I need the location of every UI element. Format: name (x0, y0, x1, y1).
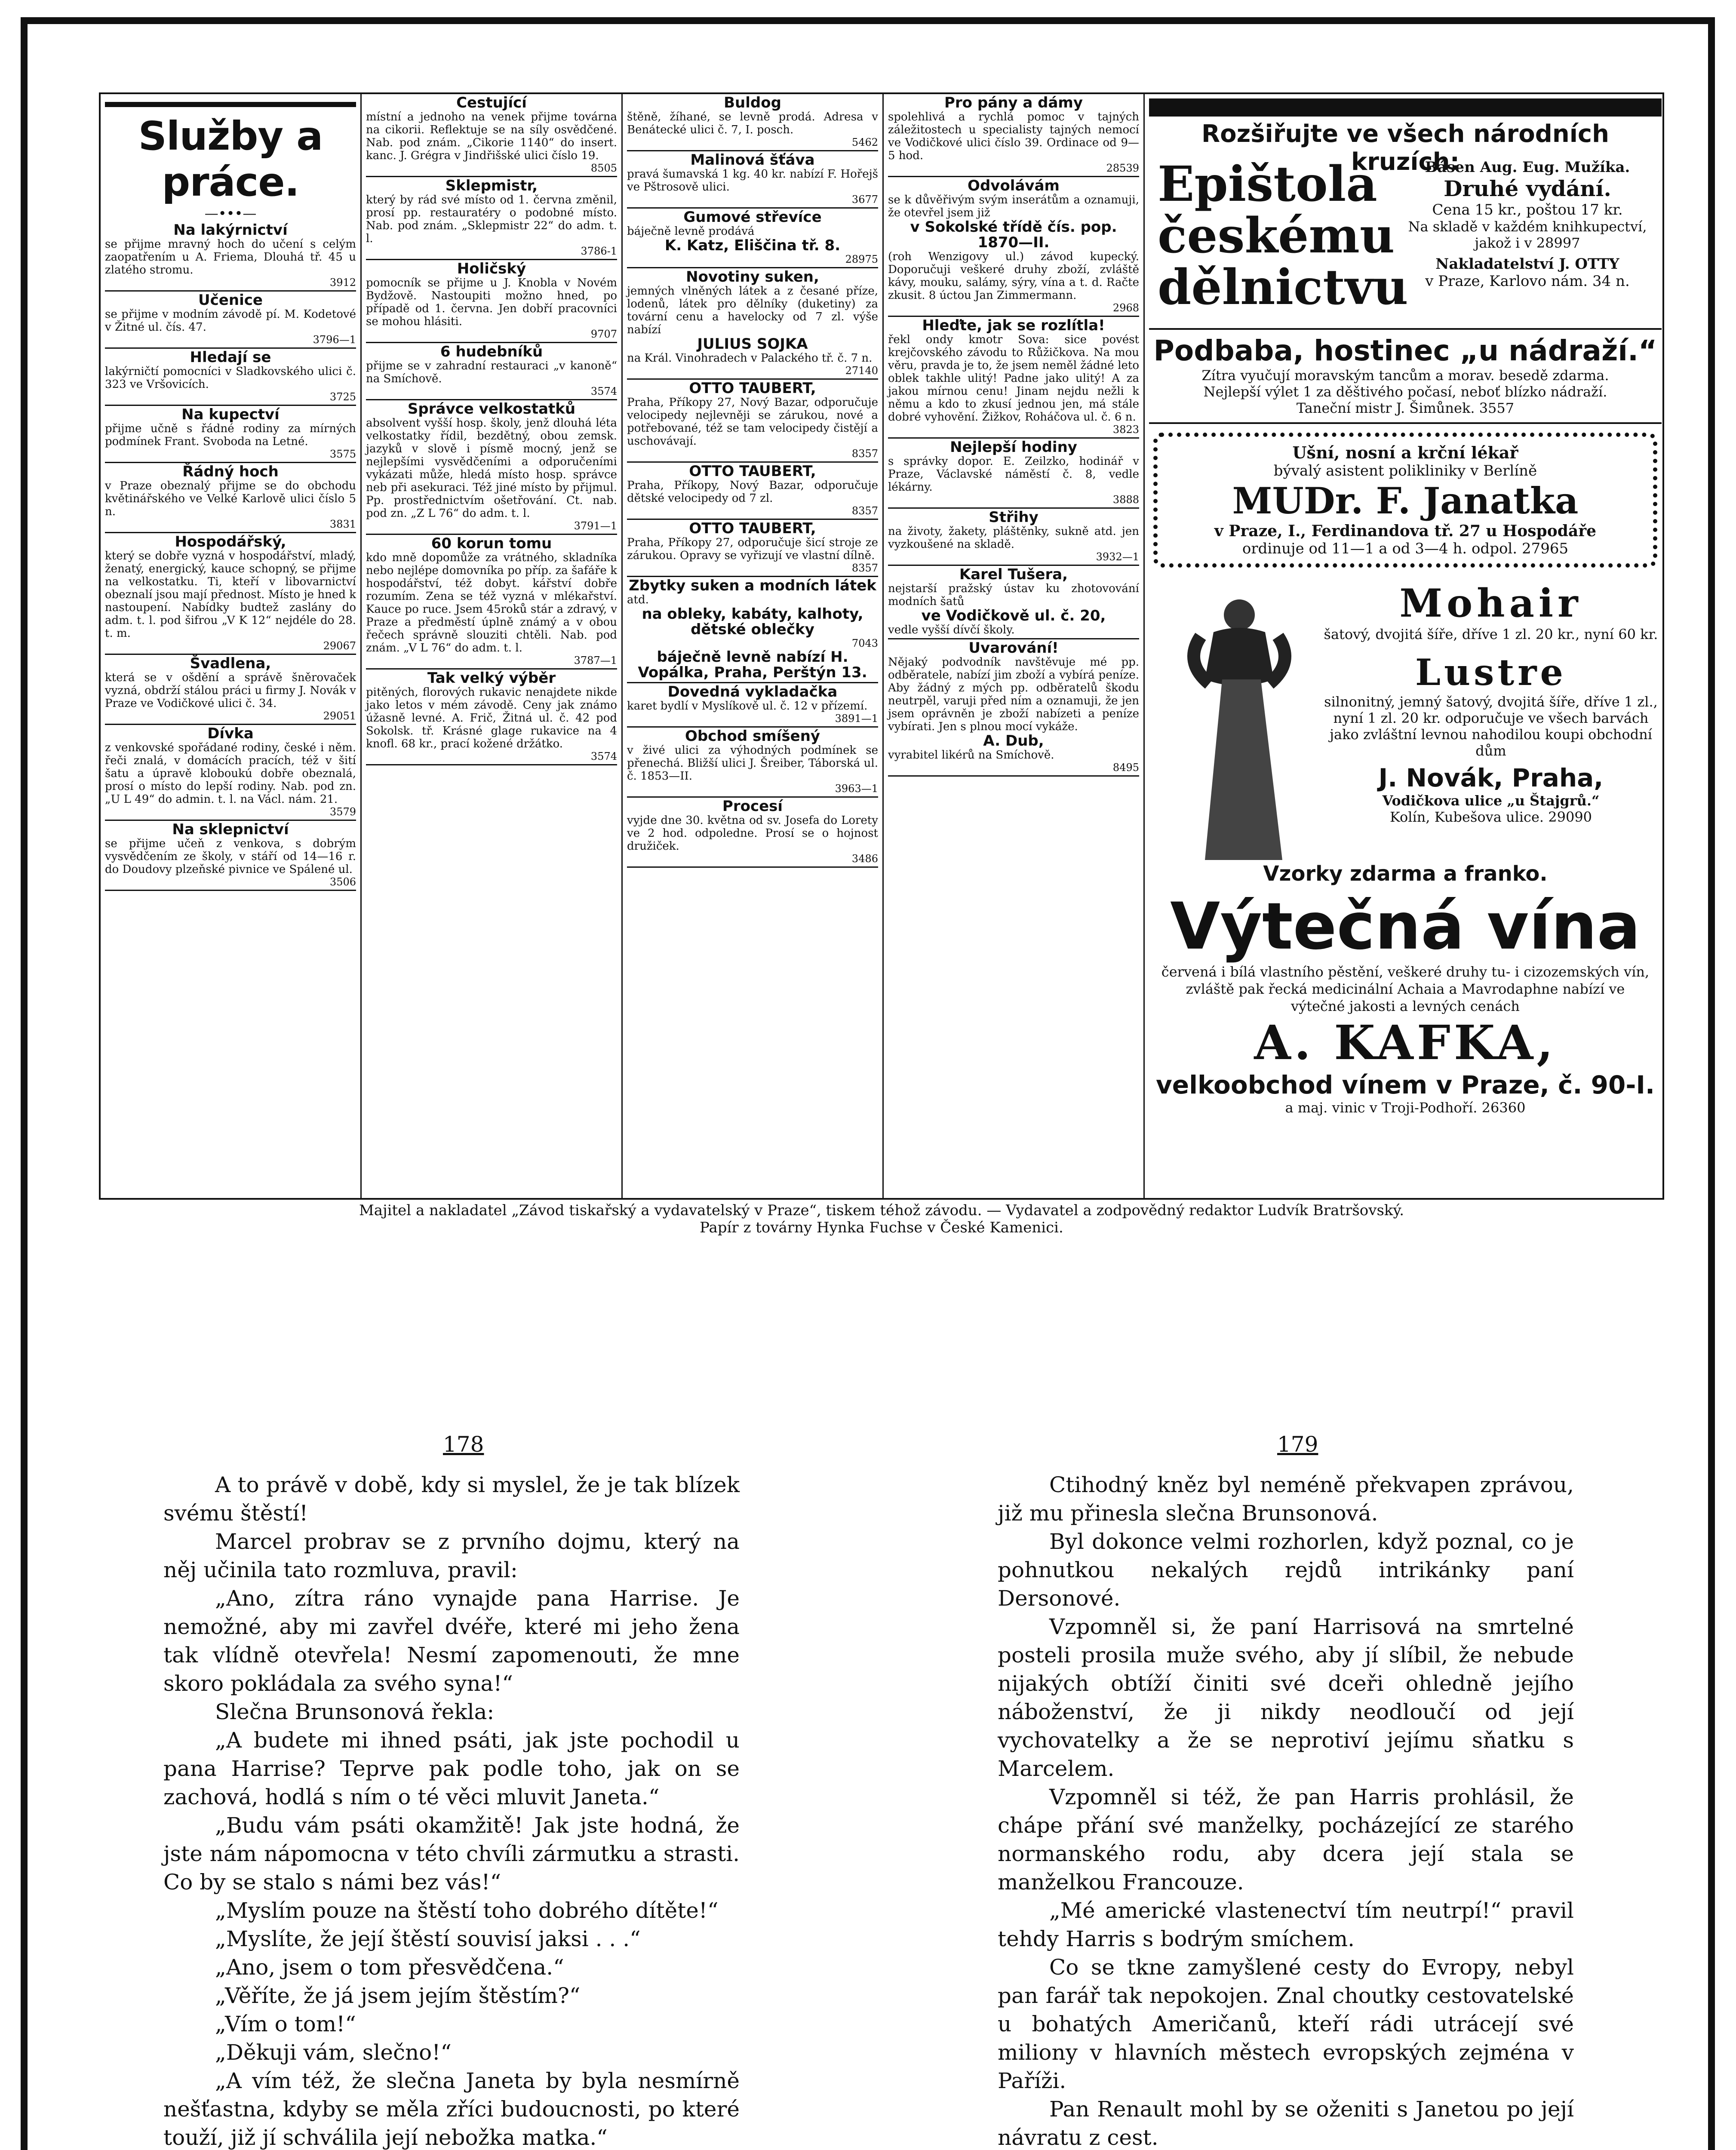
novak-address: Vodičkova ulice „u Štajgrů.“ (1382, 792, 1600, 809)
kafka-text: a maj. vinic v Troji-Podhoří. (1285, 1100, 1478, 1116)
ad-subheading: JULIUS SOJKA (697, 335, 808, 353)
ad-number: 3725 (329, 391, 356, 403)
ad-list (888, 94, 1139, 777)
ad-list (627, 94, 878, 868)
paragraph: Vzpomněl si, že paní Harrisová na smrtelné posteli prosila muže svého, aby jí slíbil, že nebude nijakých obtíží činiti své dceři ohledně jejího náboženství, že ji nikdy neodloučí od její vychovatelky a že se neprotiví jejímu sňatku s Marcelem. (998, 1614, 1574, 1781)
ad-heading: Cestující (456, 94, 527, 111)
ad-text: pomocník se přijme u J. Knobla v Novém Bydžově. Nastoupiti možno hned, po případě od 1. června. Jen dobří pracovníci se mohou hlásiti. (366, 276, 617, 328)
epistola-details (1390, 159, 1664, 290)
ad-text: vyrabitel likérů na Smíchově. (888, 749, 1054, 762)
epistola-publisher: Nakladatelství J. OTTY (1435, 255, 1619, 273)
ad-text: pitěných, florových rukavic nenajdete nikde jako letos v mém závodě. Ceny jak známo úžasně levné. A. Frič, Žitná ul. č. 42 pod Sokolsk. tř. Krásné glage rukavice na 4 knofl. 68 kr., prací kožené držátko. (366, 686, 617, 750)
janatka-line: Ušní, nosní a krční lékař (1292, 443, 1518, 462)
ad-text: v živé ulici za výhodných podmínek se přenechá. Bližší ulici J. Šreiber, Táborská ul. č. 1853—II. (627, 744, 878, 783)
epistola-author: Básen Aug. Eug. Mužíka. (1425, 159, 1630, 176)
ad-text: z venkovské spořádané rodiny, české i něm. řeči znalá, v domácích pracích, též v šití šatu a úpravě kloboukú dobře obeznalá, prosí o místo do lepší rodiny. Nab. pod zn. „U L 49“ do admin. t. l. na Václ. nám. 21. (105, 741, 356, 806)
ad-heading: OTTO TAUBERT, (689, 380, 816, 397)
classified-ad (105, 349, 356, 406)
ad-heading: Novotiny suken, (686, 268, 819, 286)
classified-ad (888, 439, 1139, 509)
ad-number: 28975 (845, 253, 878, 265)
paragraph: „Myslím pouze na štěstí toho dobrého dítěte!“ (215, 1898, 719, 1923)
ad-number: 29067 (323, 640, 356, 652)
ad-heading: 60 korun tomu (431, 535, 552, 552)
ad-text: Praha, Příkopy 27, Nový Bazar, odporučuje velocipedy nejlevněji se zárukou, nové a potřebované, též se tam velocipedy čistějí a uschovávají. (627, 396, 878, 448)
ad-heading: Správce velkostatků (407, 400, 576, 418)
ad-text: karet bydlí v Myslíkově ul. č. 12 v přízemí. (627, 700, 868, 713)
ad-number: 8505 (590, 162, 617, 174)
ad-number: 3786-1 (581, 245, 617, 257)
classified-ad (627, 151, 878, 209)
ad-number: 29051 (323, 710, 356, 722)
lustre-desc: silnonitný, jemný šatový, dvojitá šíře, dříve 1 zl., nyní 1 zl. 20 kr. odporučuje ve všech barvách jako zvláštní levnou nahodilou koupi obchodní dům (1324, 694, 1658, 759)
classified-ad (105, 221, 356, 292)
classified-ad (627, 520, 878, 577)
kafka-title: Výtečná vína (1170, 889, 1641, 964)
ad-text: který by rád své místo od 1. června změnil, prosí pp. restauratéry o podobné místo. Nab. pod znám. „Sklepmistr 22“ do adm. t. l. (366, 194, 617, 245)
janatka-name: MUDr. F. Janatka (1232, 479, 1579, 522)
classified-ad (627, 463, 878, 520)
classified-ad (366, 400, 617, 535)
ad-text: (roh Wenzigovy ul.) závod kupecký. Doporučuji veškeré druhy zboží, zvláště kávy, mouku, salámy, sýry, vína a t. d. Račte zkusit. 8 úctou Jan Zimmermann. (888, 250, 1139, 302)
podbaba-title: Podbaba, hostinec „u nádraží.“ (1153, 334, 1657, 367)
ad-number: 26360 (1481, 1100, 1526, 1116)
classified-ad (627, 798, 878, 868)
page-179-text (998, 1471, 1574, 2150)
ad-text: která se v ošdění a správě šněrovaček vyzná, obdrží stálou práci u firmy J. Novák v Praze ve Vodičkové ulici č. 34. (105, 671, 356, 710)
ad-heading: Sklepmistr, (445, 177, 538, 194)
ad-text: se přijme učeň z venkova, s dobrým vysvědčením ze školy, v stáří od 14—16 r. do Doudovy plzeňské pivnice ve Spálené ul. (105, 837, 356, 876)
classified-ad (366, 670, 617, 765)
classified-ad (366, 94, 617, 177)
ad-heading: OTTO TAUBERT, (689, 520, 816, 537)
ad-heading: Procesí (722, 798, 783, 815)
podbaba-line: Nejlepší výlet 1 za děštivého počasí, neboť blízko nádraží. (1203, 384, 1607, 400)
ad-heading: 6 hudebníků (440, 343, 543, 360)
ad-heading: Gumové střevíce (683, 209, 822, 226)
ad-number: 3791—1 (574, 520, 617, 532)
ad-number: 3506 (329, 876, 356, 888)
ad-heading: Karel Tušera, (959, 566, 1068, 583)
ad-heading: Tak velký výběr (427, 670, 556, 687)
classified-ad (105, 725, 356, 821)
ad-number: 3888 (1112, 494, 1139, 506)
ad-heading: Hledají se (190, 349, 271, 366)
ad-heading: Odvolávám (968, 177, 1060, 194)
mohair-text (1321, 580, 1661, 825)
classified-ad (627, 728, 878, 798)
ad-heading: Na kupectví (181, 406, 280, 423)
ad-number: 3963—1 (835, 783, 878, 795)
ad-heading: Švadlena, (190, 655, 271, 672)
kafka-name: A. KAFKA, (1254, 1015, 1557, 1070)
epistola-address: v Praze, Karlovo nám. 34 n. (1425, 273, 1630, 290)
ad-subheading: ve Vodičkově ul. č. 20, (921, 607, 1106, 624)
ad-heading: Střihy (989, 509, 1039, 526)
stock-text: Na skladě v každém knihkupectví, jakož i v (1408, 218, 1647, 251)
column-5 (1145, 94, 1664, 1198)
classified-ad (627, 683, 878, 728)
ornament: —•••— (204, 205, 257, 221)
ad-text: Nějaký podvodník navštěvuje mé pp. odběratele, nabízí jim zboží a vybírá peníze. Aby žádný z mých pp. odběratelů škodu neutrpěl, varuji před ním a oznamuji, že jen jsem oprávněn je zboží nabízeti a peníze vybírati. Jen s plnou mocí vykáže. (888, 656, 1139, 733)
ad-number: 3796—1 (313, 334, 356, 346)
paragraph: Slečna Brunsonová řekla: (215, 1699, 495, 1724)
ad-number: 3831 (329, 518, 356, 530)
imprint-line: Papír z továrny Hynka Fuchse v České Kamenici. (700, 1219, 1063, 1236)
paragraph: „Ano, zítra ráno vynajde pana Harrise. Je nemožné, aby mi zavřel dvéře, které mi jeho žena tak vlídně otevřela! Nesmí zapomenouti, že mne skoro pokládala za svého syna!“ (163, 1586, 740, 1696)
classified-ad (888, 177, 1139, 317)
ad-number: 8357 (851, 505, 878, 517)
paragraph: „Ano, jsem o tom přesvědčena.“ (215, 1955, 564, 1980)
epistola-title (1158, 156, 1408, 316)
paragraph: A to právě v době, kdy si myslel, že je tak blízek svému štěstí! (163, 1472, 740, 1526)
ad-number: 29090 (1548, 809, 1592, 825)
ad-number: 2968 (1112, 302, 1139, 314)
divider (1149, 422, 1662, 424)
paragraph: „Myslíte, že její štěstí souvisí jaksi . . .“ (215, 1926, 641, 1951)
ad-number: 3574 (590, 385, 617, 397)
paragraph: Co se tkne zamyšlené cesty do Evropy, nebyl pan farář tak nepokojen. Znal choutky cestovatelské u bohatých Američanů, kteří rádi utrácejí své miliony v hlavních městech evropských zejména v Paříži. (998, 1955, 1574, 2093)
ad-number: 7043 (851, 637, 878, 649)
ad-heading: Holičský (457, 260, 526, 277)
epistola-ad (1149, 120, 1662, 326)
epistola-stock (1390, 218, 1664, 251)
classified-ad (627, 209, 878, 268)
ad-heading: Hleďte, jak se rozlítla! (922, 317, 1105, 334)
paragraph: Vzpomněl si též, že pan Harris prohlásil, že chápe přání své manželky, pocházející ze starého normanského rodu, aby dcera její stala se manželkou Francouze. (998, 1784, 1574, 1895)
ad-text: vedle vyšší dívčí školy. (888, 624, 1015, 636)
ad-number: 3579 (329, 806, 356, 818)
ad-text: s správky dopor. E. Zeilzko, hodinář v Praze, Václavské náměstí č. 8, vedle lékárny. (888, 455, 1139, 494)
ad-number: 3575 (329, 448, 356, 460)
woman-illustration (1158, 585, 1321, 869)
podbaba-line (1149, 400, 1662, 416)
classified-ad (627, 268, 878, 380)
novak-address2 (1321, 809, 1661, 825)
section-title: Služby a práce. (138, 113, 323, 205)
ad-number: 3486 (851, 853, 878, 865)
ad-text: přijme učně s řádné rodiny za mírných podmínek Frant. Svoboda na Letné. (105, 422, 356, 448)
ad-number: 3574 (590, 750, 617, 762)
mohair-desc: šatový, dvojitá šíře, dříve 1 zl. 20 kr., nyní 60 kr. (1324, 626, 1658, 642)
ad-number: 28539 (1106, 162, 1139, 174)
epistola-edition: Druhé vydání. (1444, 176, 1611, 201)
ad-text: lakýrničtí pomocníci v Sladkovského ulici č. 323 ve Vršovicích. (105, 365, 356, 391)
ad-text: se přijme mravný hoch do učení s celým zaopatřením u A. Friema, Dlouhá tř. 45 u zlatého stromu. (105, 238, 356, 276)
janatka-line (1164, 540, 1647, 557)
paragraph: Byl dokonce velmi rozhorlen, když poznal, co je pohnutkou nekalých rejdů intrikánky paní Dersonové. (998, 1529, 1574, 1611)
kafka-ad (1149, 886, 1662, 1116)
ad-text: na životy, žakety, pláštěnky, sukně atd. jen vyzkoušené na skladě. (888, 525, 1139, 551)
ad-heading: Malinová šťáva (690, 151, 815, 169)
ad-heading: Dívka (207, 725, 254, 742)
ad-heading: Hospodářský, (175, 533, 286, 550)
ad-heading: Pro pány a dámy (944, 94, 1083, 111)
classified-ad (627, 380, 878, 463)
paragraph: „Věříte, že já jsem jejím štěstím?“ (215, 1983, 581, 2008)
classified-ad (366, 343, 617, 400)
page-number: 179 (1277, 1432, 1318, 1457)
ad-subheading: K. Katz, Eliščina tř. 8. (664, 237, 841, 254)
ad-subheading: báječně levně nabízí H. Vopálka, Praha, Perštýn 13. (638, 648, 867, 681)
ad-subheading: na obleky, kabáty, kalhoty, dětské oblečky (642, 605, 863, 638)
ad-number: 3557 (1479, 400, 1515, 416)
podbaba-text: Taneční mistr J. Šimůnek. (1296, 400, 1475, 416)
ad-text: spolehlivá a rychlá pomoc v tajných záležitostech u specialisty tajných nemocí ve Vodičkové ulici číslo 39. Ordinace od 9—5 hod. (888, 111, 1139, 162)
top-rule (105, 102, 356, 107)
page-number: 178 (443, 1432, 484, 1457)
mohair-ad (1149, 576, 1662, 886)
ad-number: 3912 (329, 276, 356, 289)
samples-line: Vzorky zdarma a franko. (1263, 862, 1548, 886)
ad-number: 3932—1 (1096, 551, 1139, 563)
classified-ad (366, 535, 617, 670)
podbaba-line: Zítra vyučují moravským tancům a morav. besedě zdarma. (1201, 367, 1609, 384)
ad-heading: Zbytky suken a modních látek (629, 577, 876, 594)
ad-heading: Učenice (198, 292, 263, 309)
classified-ad (105, 463, 356, 533)
ad-text: štěně, žíhané, se levně prodá. Adresa v Benátecké ulici č. 7, I. posch. (627, 111, 878, 136)
epistola-price: Cena 15 kr., poštou 17 kr. (1432, 201, 1623, 218)
ad-number: 27140 (845, 365, 878, 377)
black-banner (1149, 98, 1662, 117)
paragraph: „Vím o tom!“ (215, 2012, 356, 2036)
ad-number: 5462 (851, 136, 878, 148)
paragraph: „Budu vám psáti okamžitě! Jak jste hodná, že jste nám nápomocna v této chvíli zármutku a strasti. Co by se stalo s námi bez vás!“ (163, 1813, 740, 1895)
janatka-text: ordinuje od 11—1 a od 3—4 h. odpol. (1242, 540, 1518, 557)
ad-text: nejstarší pražský ústav ku zhotovování modních šatů (888, 582, 1139, 608)
novak-firm: J. Novák, Praha, (1378, 763, 1604, 792)
column-4 (884, 94, 1145, 1198)
ad-number: 3823 (1112, 424, 1139, 436)
ad-number: 28997 (1536, 235, 1580, 251)
ad-heading: Uvarování! (968, 639, 1059, 657)
janatka-ad (1153, 433, 1657, 568)
janatka-line: bývalý asistent polikliniky v Berlíně (1273, 462, 1537, 479)
paragraph: „Děkuji vám, slečno!“ (215, 2040, 452, 2065)
column-sluzby (101, 94, 362, 1198)
ad-text: báječně levně prodává (627, 225, 755, 238)
epistola-title-line: českému (1158, 208, 1395, 264)
ad-number: 8357 (851, 448, 878, 460)
ad-text: se přijme v modním závodě pí. M. Kodetové v Žitné ul. čís. 47. (105, 308, 356, 334)
kafka-line: velkoobchod vínem v Praze, č. 90-I. (1156, 1070, 1655, 1100)
ad-number: 8357 (851, 562, 878, 574)
ad-text: místní a jednoho na venek přijme továrna na cikorii. Reflektuje se na síly osvědčené. Nab. pod znám. „Cikorie 1140“ do insert. kanc. J. Grégra v Jindřišské ulici číslo 19. (366, 111, 617, 162)
kafka-line (1149, 1100, 1662, 1116)
ad-number: 8495 (1112, 762, 1139, 774)
classified-ad (888, 639, 1139, 777)
podbaba-ad (1149, 330, 1662, 421)
ad-text: se k důvěřivým svým inserátům a oznamuji, že otevřel jsem již (888, 194, 1139, 219)
ad-list (366, 94, 617, 765)
epistola-top: Rozšiřujte ve všech národních kruzích: (1201, 120, 1609, 176)
addr-text: Kolín, Kubešova ulice. (1389, 809, 1544, 825)
ad-subheading: v Sokolské třídě čís. pop. 1870—II. (910, 218, 1117, 251)
ad-heading: Na sklepnictví (172, 821, 289, 838)
ad-text: absolvent vyšší hosp. školy, jenž dlouhá léta velkostatky řídil, bezdětný, obou zemsk. jazyků v slově i písmě mocný, jenž se nejlepšími vysvědčeními a odporučeními vykázati může, hledá místo hosp. správce neb při asekuraci. Též jiné místo by přijmul. Pp. prostřednictvím ošetřování. Ct. nab. pod zn. „Z L 76“ do adm. t. l. (366, 417, 617, 520)
ad-list (105, 221, 356, 891)
epistola-title-line: dělnictvu (1158, 259, 1408, 316)
classified-ad (888, 94, 1139, 177)
ad-text: který se dobře vyzná v hospodářství, mladý, ženatý, energický, kauce schopný, se přijme na velkostatku. Ti, kteří v libovarnictví obeznalí jsou mají přednost. Místo je hned k nastoupení. Nabídky budtež zaslány do adm. t. l. pod šifrou „V K 12“ nejdéle do 28. t. m. (105, 550, 356, 640)
paragraph: Ctihodný kněz byl neméně překvapen zprávou, již mu přinesla slečna Brunsonová. (998, 1472, 1574, 1526)
classified-ad (105, 655, 356, 725)
paragraph: „Mé americké vlastenectví tím neutrpí!“ pravil tehdy Harris s bodrým smíchem. (998, 1898, 1574, 1951)
ad-text: atd. (627, 593, 649, 606)
classified-ad (105, 406, 356, 463)
ad-text: Praha, Příkopy 27, odporučuje šicí stroje ze zárukou. Opravy se vyřizují ve vlastní dílně. (627, 536, 878, 562)
classified-ad (888, 509, 1139, 566)
ad-heading: Nejlepší hodiny (950, 439, 1077, 456)
ad-subheading: A. Dub, (983, 732, 1044, 749)
ad-text: kdo mně dopomůže za vrátného, skladníka nebo nejlépe domovníka po příp. za šafáře k hospodářství, též dobyt. kářství dobře rozumím. Zena se též vyzná v mlékařství. Kauce po ruce. Jsem 45roků stár a zdravý, v Praze a předměstí úplně známý a v obou řečech správně slouziti chtěli. Nab. pod znám. „V L 76“ do adm. t. l. (366, 551, 617, 654)
column-2 (362, 94, 623, 1198)
ad-number: 9707 (590, 328, 617, 340)
column-3 (623, 94, 884, 1198)
classified-ad (627, 94, 878, 151)
ad-heading: OTTO TAUBERT, (689, 463, 816, 480)
ad-number: 3891—1 (835, 713, 878, 725)
classified-ad (888, 317, 1139, 439)
ad-text: jemných vlněných látek a z česané příze, lodenů, látek pro dělníky (duketiny) za tovární cenu a havelocky od 7 zl. výše nabízí (627, 285, 878, 336)
classified-ad (105, 821, 356, 891)
classified-ad (105, 292, 356, 349)
ad-heading: Obchod smíšený (685, 728, 820, 745)
ad-text: řekl ondy kmotr Sova: sice povést krejčovského závodu to Růžičkova. Na mou věru, pravda je to, že jsem neměl žádné leto oblek takhle ulitý! Padne jako ulitý! A za jakou mírnou cenu! Jinam nejdu nežli k němu a kdo to zkusí jednou jen, má stále dobré vyhovění. Žižkov, Roháčova ul. č. 6 n. (888, 333, 1139, 424)
classified-ad (627, 577, 878, 683)
ad-text: Praha, Příkopy, Nový Bazar, odporučuje dětské velocipedy od 7 zl. (627, 479, 878, 505)
page-178-text (163, 1471, 740, 2150)
classified-ad (105, 533, 356, 655)
paragraph: „A budete mi ihned psáti, jak jste pochodil u pana Harrise? Teprve pak podle toho, jak on se zachová, hodlá s ním o té věci mluvit Janeta.“ (163, 1728, 740, 1809)
mohair-title: Mohair (1399, 580, 1582, 626)
ad-text: pravá šumavská 1 kg. 40 kr. nabízí F. Hořejš ve Pštrosově ulici. (627, 168, 878, 194)
paragraph: Pan Renault mohl by se oženiti s Janetou po její návratu z cest. (998, 2097, 1574, 2150)
janatka-line: v Praze, I., Ferdinandova tř. 27 u Hospodáře (1214, 522, 1597, 540)
classified-ad (366, 177, 617, 260)
advertisement-section (99, 92, 1664, 1200)
imprint (99, 1202, 1664, 1236)
imprint-line: Majitel a nakladatel „Závod tiskařský a vydavatelský v Praze“, tiskem téhož závodu. — Vydavatel a zodpovědný redaktor Ludvík Bratršovský. (359, 1202, 1404, 1219)
ad-number: 3787—1 (574, 654, 617, 666)
ad-text: na Král. Vinohradech v Palackého tř. č. 7 n. (627, 352, 873, 365)
ad-heading: Dovedná vykladačka (667, 683, 838, 700)
kafka-desc: červená i bílá vlastního pěstění, veškeré druhy tu- i cizozemských vín, zvláště pak řecká medicinální Achaia a Mavrodaphne nabízí ve výtečné jakosti a levných cenách (1161, 964, 1650, 1014)
ad-text: v Praze obeznalý přijme se do obchodu květinářského ve Velké Karlově ulici číslo 5 n. (105, 479, 356, 518)
paragraph: „A vím též, že slečna Janeta by byla nesmírně nešťastna, kdyby se měla zříci budoucnosti, po které touží, již jí schválila její nebožka matka.“ (163, 2068, 740, 2150)
classified-ad (366, 260, 617, 343)
classified-ad (888, 566, 1139, 639)
epistola-title-line: Epištola (1158, 156, 1377, 212)
ad-heading: Buldog (724, 94, 781, 111)
paragraph: Marcel probrav se z prvního dojmu, který na něj učinila tato rozmluva, pravil: (163, 1529, 740, 1582)
ad-heading: Řádný hoch (182, 463, 279, 480)
ad-text: přijme se v zahradní restauraci „v kanoně“ na Smíchově. (366, 359, 617, 385)
lustre-title: Lustre (1415, 651, 1567, 694)
ad-number: 3677 (851, 194, 878, 206)
ad-heading: Na lakýrnictví (173, 221, 288, 239)
ad-text: vyjde dne 30. května od sv. Josefa do Lorety ve 2 hod. odpoledne. Prosí se o hojnost družiček. (627, 814, 878, 853)
ad-number: 27965 (1521, 540, 1569, 557)
